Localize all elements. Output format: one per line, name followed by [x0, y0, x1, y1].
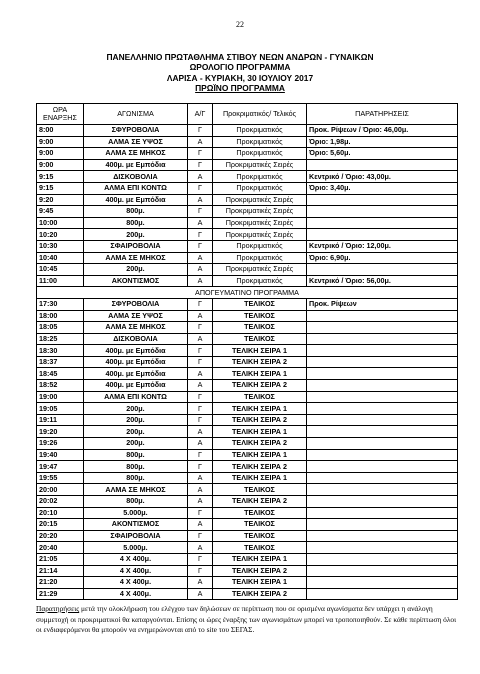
notes-cell	[307, 414, 458, 426]
notes-cell	[307, 438, 458, 450]
event-cell: 5.000μ.	[84, 542, 188, 554]
time-cell: 20:10	[37, 507, 84, 519]
notes-cell: Κεντρικό / Όριο: 43,00μ.	[307, 171, 458, 183]
table-row	[37, 519, 458, 531]
notes-cell: Όριο: 5,60μ.	[307, 148, 458, 160]
time-cell: 20:15	[37, 519, 84, 531]
time-cell: 20:00	[37, 484, 84, 496]
ag-cell: Α	[188, 472, 213, 484]
table-row	[37, 426, 458, 438]
table-row	[37, 240, 458, 252]
time-cell: 18:52	[37, 380, 84, 392]
time-cell: 10:30	[37, 240, 84, 252]
event-cell: 200μ.	[84, 426, 188, 438]
table-row	[37, 530, 458, 542]
ag-cell: Α	[188, 368, 213, 380]
table-row	[37, 333, 458, 345]
notes-cell	[307, 345, 458, 357]
event-cell: 800μ.	[84, 472, 188, 484]
event-cell: ΑΛΜΑ ΣΕ ΥΨΟΣ	[84, 136, 188, 148]
round-cell: Προκριματικός	[213, 125, 307, 137]
ag-cell: Α	[188, 496, 213, 508]
round-cell: ΤΕΛΙΚΗ ΣΕΙΡΑ 1	[213, 345, 307, 357]
event-cell: ΔΙΣΚΟΒΟΛΙΑ	[84, 171, 188, 183]
table-row	[37, 368, 458, 380]
event-cell: 800μ.	[84, 449, 188, 461]
table-row	[37, 252, 458, 264]
table-row	[37, 206, 458, 218]
round-cell: ΤΕΛΙΚΟΣ	[213, 391, 307, 403]
event-cell: ΑΚΟΝΤΙΣΜΟΣ	[84, 519, 188, 531]
ag-cell: Γ	[188, 391, 213, 403]
notes-cell: Προκ. Ρίψεων / Όριο: 46,00μ.	[307, 125, 458, 137]
event-cell: ΔΙΣΚΟΒΟΛΙΑ	[84, 333, 188, 345]
table-row	[37, 310, 458, 322]
notes-cell	[307, 577, 458, 589]
notes-cell: Προκ. Ρίψεων	[307, 298, 458, 310]
round-cell: ΤΕΛΙΚΗ ΣΕΙΡΑ 2	[213, 565, 307, 577]
ag-cell: Α	[188, 252, 213, 264]
notes-cell	[307, 333, 458, 345]
round-cell: Προκριματικές Σειρές	[213, 206, 307, 218]
ag-cell: Γ	[188, 565, 213, 577]
round-cell: ΤΕΛΙΚΟΣ	[213, 507, 307, 519]
ag-cell: Α	[188, 380, 213, 392]
time-cell: 21:29	[37, 588, 84, 600]
time-cell: 10:45	[37, 264, 84, 276]
time-cell: 18:37	[37, 356, 84, 368]
time-cell: 20:20	[37, 530, 84, 542]
round-cell: ΤΕΛΙΚΟΣ	[213, 530, 307, 542]
notes-cell	[307, 194, 458, 206]
notes-cell	[307, 322, 458, 334]
notes-cell	[307, 542, 458, 554]
notes-cell: Κεντρικό / Όριο: 56,00μ.	[307, 275, 458, 287]
notes-cell	[307, 368, 458, 380]
ag-cell: Α	[188, 275, 213, 287]
round-cell: ΤΕΛΙΚΟΣ	[213, 519, 307, 531]
notes-cell	[307, 391, 458, 403]
round-cell: ΤΕΛΙΚΗ ΣΕΙΡΑ 1	[213, 368, 307, 380]
ag-cell: Γ	[188, 356, 213, 368]
round-cell: ΤΕΛΙΚΗ ΣΕΙΡΑ 2	[213, 414, 307, 426]
notes-cell	[307, 380, 458, 392]
time-cell: 9:00	[37, 148, 84, 160]
notes-cell: Όριο: 6,90μ.	[307, 252, 458, 264]
ag-cell: Γ	[188, 507, 213, 519]
event-cell: ΑΛΜΑ ΣΕ ΜΗΚΟΣ	[84, 252, 188, 264]
time-cell: 18:30	[37, 345, 84, 357]
ag-cell: Α	[188, 542, 213, 554]
round-cell: ΤΕΛΙΚΗ ΣΕΙΡΑ 1	[213, 553, 307, 565]
time-cell: 9:15	[37, 182, 84, 194]
event-cell: ΑΛΜΑ ΣΕ ΜΗΚΟΣ	[84, 148, 188, 160]
notes-cell	[307, 472, 458, 484]
table-row	[37, 322, 458, 334]
round-cell: ΤΕΛΙΚΗ ΣΕΙΡΑ 2	[213, 438, 307, 450]
time-cell: 19:00	[37, 391, 84, 403]
notes-cell: Όριο: 3,40μ.	[307, 182, 458, 194]
ag-cell: Γ	[188, 345, 213, 357]
notes-cell	[307, 264, 458, 276]
event-cell: 4 Χ 400μ.	[84, 565, 188, 577]
notes-cell	[307, 461, 458, 473]
footnote	[36, 604, 457, 636]
ag-cell: Γ	[188, 530, 213, 542]
event-cell: 800μ.	[84, 217, 188, 229]
event-cell: 4 Χ 400μ.	[84, 553, 188, 565]
table-row	[37, 194, 458, 206]
round-cell: ΤΕΛΙΚΗ ΣΕΙΡΑ 1	[213, 577, 307, 589]
time-cell: 8:00	[37, 125, 84, 137]
event-cell: ΑΛΜΑ ΣΕ ΜΗΚΟΣ	[84, 484, 188, 496]
ag-cell: Γ	[188, 229, 213, 241]
ag-cell: Α	[188, 217, 213, 229]
table-row	[37, 217, 458, 229]
event-cell: ΣΦΑΙΡΟΒΟΛΙΑ	[84, 530, 188, 542]
time-cell: 10:40	[37, 252, 84, 264]
header-event: ΑΓΩΝΙΣΜΑ	[84, 104, 188, 125]
round-cell: Προκριματικές Σειρές	[213, 229, 307, 241]
event-cell: ΑΛΜΑ ΕΠΙ ΚΟΝΤΩ	[84, 391, 188, 403]
notes-cell	[307, 206, 458, 218]
time-cell: 9:00	[37, 136, 84, 148]
notes-cell	[307, 229, 458, 241]
table-row	[37, 136, 458, 148]
round-cell: Προκριματικός	[213, 275, 307, 287]
ag-cell: Γ	[188, 240, 213, 252]
round-cell: ΤΕΛΙΚΗ ΣΕΙΡΑ 1	[213, 449, 307, 461]
header-ag: Α/Γ	[188, 104, 213, 125]
table-row	[37, 414, 458, 426]
time-cell: 18:45	[37, 368, 84, 380]
ag-cell: Γ	[188, 298, 213, 310]
round-cell: Προκριματικός	[213, 171, 307, 183]
footnote-text: μετά την ολοκλήρωση του ελέγχου των δηλώσεων σε περίπτωση που σε ορισμένα αγωνίσματα δεν υπάρχει η ανάλογη συμμετοχή οι προκριματικοί θα καταργούνται. Επίσης οι ώρες έναρξης των αγωνισμάτων μπορεί να τροποποιηθούν. Σε κάθε περίπτωση όλοι οι ενδιαφερόμενοι θα μπορούν να ενημερώνονται από το site του ΣΕΓΑΣ.	[36, 604, 457, 635]
championship-title: ΠΑΝΕΛΛΗΝΙΟ ΠΡΩΤΑΘΛΗΜΑ ΣΤΙΒΟΥ ΝΕΩΝ ΑΝΔΡΩΝ - ΓΥΝΑΙΚΩΝ	[106, 52, 374, 62]
table-row	[37, 565, 458, 577]
round-cell: Προκριματικές Σειρές	[213, 194, 307, 206]
time-cell: 21:14	[37, 565, 84, 577]
event-cell: 800μ.	[84, 461, 188, 473]
afternoon-program-title: ΑΠΟΓΕΥΜΑΤΙΝΟ ΠΡΟΓΡΑΜΜΑ	[37, 287, 458, 299]
notes-cell	[307, 553, 458, 565]
ag-cell: Γ	[188, 148, 213, 160]
notes-cell	[307, 565, 458, 577]
location-date: ΛΑΡΙΣΑ - ΚΥΡΙΑΚΗ, 30 ΙΟΥΛΙΟΥ 2017	[166, 72, 314, 83]
header-time: ΩΡΑ ΕΝΑΡΞΗΣ	[37, 104, 84, 125]
time-cell: 21:05	[37, 553, 84, 565]
ag-cell: Γ	[188, 461, 213, 473]
table-row	[37, 472, 458, 484]
event-cell: 400μ. με Εμπόδια	[84, 159, 188, 171]
event-cell: 200μ.	[84, 438, 188, 450]
ag-cell: Α	[188, 194, 213, 206]
event-cell: 400μ. με Εμπόδια	[84, 194, 188, 206]
notes-cell	[307, 519, 458, 531]
ag-cell: Α	[188, 588, 213, 600]
notes-cell	[307, 217, 458, 229]
round-cell: ΤΕΛΙΚΗ ΣΕΙΡΑ 2	[213, 461, 307, 473]
morning-program-title: ΠΡΩΪΝΟ ΠΡΟΓΡΑΜΜΑ	[195, 83, 285, 94]
event-cell: ΑΛΜΑ ΣΕ ΥΨΟΣ	[84, 310, 188, 322]
event-cell: 4 Χ 400μ.	[84, 577, 188, 589]
event-cell: ΣΦΥΡΟΒΟΛΙΑ	[84, 125, 188, 137]
notes-cell	[307, 356, 458, 368]
round-cell: Προκριματικός	[213, 252, 307, 264]
ag-cell: Α	[188, 264, 213, 276]
time-cell: 19:55	[37, 472, 84, 484]
ag-cell: Γ	[188, 206, 213, 218]
round-cell: Προκριματικός	[213, 148, 307, 160]
table-row	[37, 403, 458, 415]
ag-cell: Α	[188, 484, 213, 496]
ag-cell: Γ	[188, 322, 213, 334]
ag-cell: Γ	[188, 125, 213, 137]
event-cell: 4 Χ 400μ.	[84, 588, 188, 600]
time-cell: 21:20	[37, 577, 84, 589]
notes-cell	[307, 449, 458, 461]
round-cell: ΤΕΛΙΚΗ ΣΕΙΡΑ 1	[213, 472, 307, 484]
table-row	[37, 461, 458, 473]
table-row	[37, 171, 458, 183]
round-cell: Προκριματικός	[213, 240, 307, 252]
table-row	[37, 484, 458, 496]
schedule-title: ΩΡΟΛΟΓΙΟ ΠΡΟΓΡΑΜΜΑ	[189, 62, 291, 73]
time-cell: 18:25	[37, 333, 84, 345]
ag-cell: Α	[188, 426, 213, 438]
schedule-table	[36, 103, 458, 600]
table-header-row	[37, 104, 458, 125]
morning-rows	[37, 125, 458, 287]
time-cell: 19:40	[37, 449, 84, 461]
round-cell: ΤΕΛΙΚΟΣ	[213, 322, 307, 334]
table-row	[37, 380, 458, 392]
time-cell: 20:02	[37, 496, 84, 508]
notes-cell: Όριο: 1,98μ.	[307, 136, 458, 148]
table-row	[37, 345, 458, 357]
table-row	[37, 182, 458, 194]
round-cell: Προκριματικές Σειρές	[213, 264, 307, 276]
notes-cell	[307, 310, 458, 322]
round-cell: ΤΕΛΙΚΗ ΣΕΙΡΑ 2	[213, 496, 307, 508]
time-cell: 10:20	[37, 229, 84, 241]
time-cell: 9:45	[37, 206, 84, 218]
time-cell: 19:26	[37, 438, 84, 450]
table-row	[37, 159, 458, 171]
ag-cell: Α	[188, 519, 213, 531]
round-cell: ΤΕΛΙΚΟΣ	[213, 298, 307, 310]
round-cell: ΤΕΛΙΚΗ ΣΕΙΡΑ 2	[213, 380, 307, 392]
header-notes: ΠΑΡΑΤΗΡΗΣΕΙΣ	[307, 104, 458, 125]
document-header	[0, 52, 480, 94]
time-cell: 19:11	[37, 414, 84, 426]
ag-cell: Α	[188, 310, 213, 322]
round-cell: ΤΕΛΙΚΗ ΣΕΙΡΑ 1	[213, 403, 307, 415]
event-cell: ΑΛΜΑ ΕΠΙ ΚΟΝΤΩ	[84, 182, 188, 194]
notes-cell: Κεντρικό / Όριο: 12,00μ.	[307, 240, 458, 252]
table-row	[37, 229, 458, 241]
event-cell: 400μ. με Εμπόδια	[84, 368, 188, 380]
table-row	[37, 438, 458, 450]
notes-cell	[307, 403, 458, 415]
ag-cell: Γ	[188, 403, 213, 415]
round-cell: Προκριματικές Σειρές	[213, 159, 307, 171]
time-cell: 10:00	[37, 217, 84, 229]
time-cell: 19:05	[37, 403, 84, 415]
event-cell: 5.000μ.	[84, 507, 188, 519]
table-row	[37, 298, 458, 310]
time-cell: 18:05	[37, 322, 84, 334]
header-round: Προκριματικός/ Τελικός	[213, 104, 307, 125]
table-row	[37, 507, 458, 519]
event-cell: 200μ.	[84, 229, 188, 241]
event-cell: 200μ.	[84, 414, 188, 426]
ag-cell: Α	[188, 333, 213, 345]
round-cell: ΤΕΛΙΚΟΣ	[213, 310, 307, 322]
time-cell: 11:00	[37, 275, 84, 287]
round-cell: ΤΕΛΙΚΗ ΣΕΙΡΑ 2	[213, 356, 307, 368]
round-cell: ΤΕΛΙΚΗ ΣΕΙΡΑ 1	[213, 426, 307, 438]
table-row	[37, 356, 458, 368]
table-row	[37, 553, 458, 565]
ag-cell: Α	[188, 577, 213, 589]
ag-cell: Α	[188, 438, 213, 450]
time-cell: 19:20	[37, 426, 84, 438]
event-cell: 800μ.	[84, 206, 188, 218]
ag-cell: Γ	[188, 553, 213, 565]
table-row	[37, 542, 458, 554]
table-row	[37, 125, 458, 137]
notes-cell	[307, 588, 458, 600]
footnote-label: Παρατηρήσεις	[36, 604, 80, 613]
event-cell: 200μ.	[84, 264, 188, 276]
ag-cell: Γ	[188, 182, 213, 194]
notes-cell	[307, 484, 458, 496]
page-number: 22	[236, 20, 244, 29]
event-cell: 400μ. με Εμπόδια	[84, 380, 188, 392]
ag-cell: Α	[188, 136, 213, 148]
time-cell: 17:30	[37, 298, 84, 310]
round-cell: Προκριματικές Σειρές	[213, 217, 307, 229]
ag-cell: Γ	[188, 414, 213, 426]
afternoon-rows	[37, 298, 458, 599]
time-cell: 18:00	[37, 310, 84, 322]
ag-cell: Γ	[188, 159, 213, 171]
table-row	[37, 148, 458, 160]
round-cell: Προκριματικός	[213, 136, 307, 148]
event-cell: ΣΦΑΙΡΟΒΟΛΙΑ	[84, 240, 188, 252]
notes-cell	[307, 159, 458, 171]
ag-cell: Γ	[188, 449, 213, 461]
time-cell: 9:15	[37, 171, 84, 183]
round-cell: ΤΕΛΙΚΗ ΣΕΙΡΑ 2	[213, 588, 307, 600]
table-row	[37, 275, 458, 287]
round-cell: Προκριματικός	[213, 182, 307, 194]
event-cell: 400μ. με Εμπόδια	[84, 356, 188, 368]
event-cell: ΣΦΥΡΟΒΟΛΙΑ	[84, 298, 188, 310]
time-cell: 19:47	[37, 461, 84, 473]
round-cell: ΤΕΛΙΚΟΣ	[213, 542, 307, 554]
afternoon-section-row	[37, 287, 458, 299]
event-cell: ΑΛΜΑ ΣΕ ΜΗΚΟΣ	[84, 322, 188, 334]
notes-cell	[307, 426, 458, 438]
event-cell: 200μ.	[84, 403, 188, 415]
event-cell: 800μ.	[84, 496, 188, 508]
table-row	[37, 449, 458, 461]
notes-cell	[307, 496, 458, 508]
table-row	[37, 496, 458, 508]
table-row	[37, 577, 458, 589]
time-cell: 20:40	[37, 542, 84, 554]
table-row	[37, 264, 458, 276]
notes-cell	[307, 530, 458, 542]
time-cell: 9:00	[37, 159, 84, 171]
round-cell: ΤΕΛΙΚΟΣ	[213, 333, 307, 345]
ag-cell: Α	[188, 171, 213, 183]
table-row	[37, 391, 458, 403]
event-cell: ΑΚΟΝΤΙΣΜΟΣ	[84, 275, 188, 287]
notes-cell	[307, 507, 458, 519]
event-cell: 400μ. με Εμπόδια	[84, 345, 188, 357]
time-cell: 9:20	[37, 194, 84, 206]
table-row	[37, 588, 458, 600]
round-cell: ΤΕΛΙΚΟΣ	[213, 484, 307, 496]
